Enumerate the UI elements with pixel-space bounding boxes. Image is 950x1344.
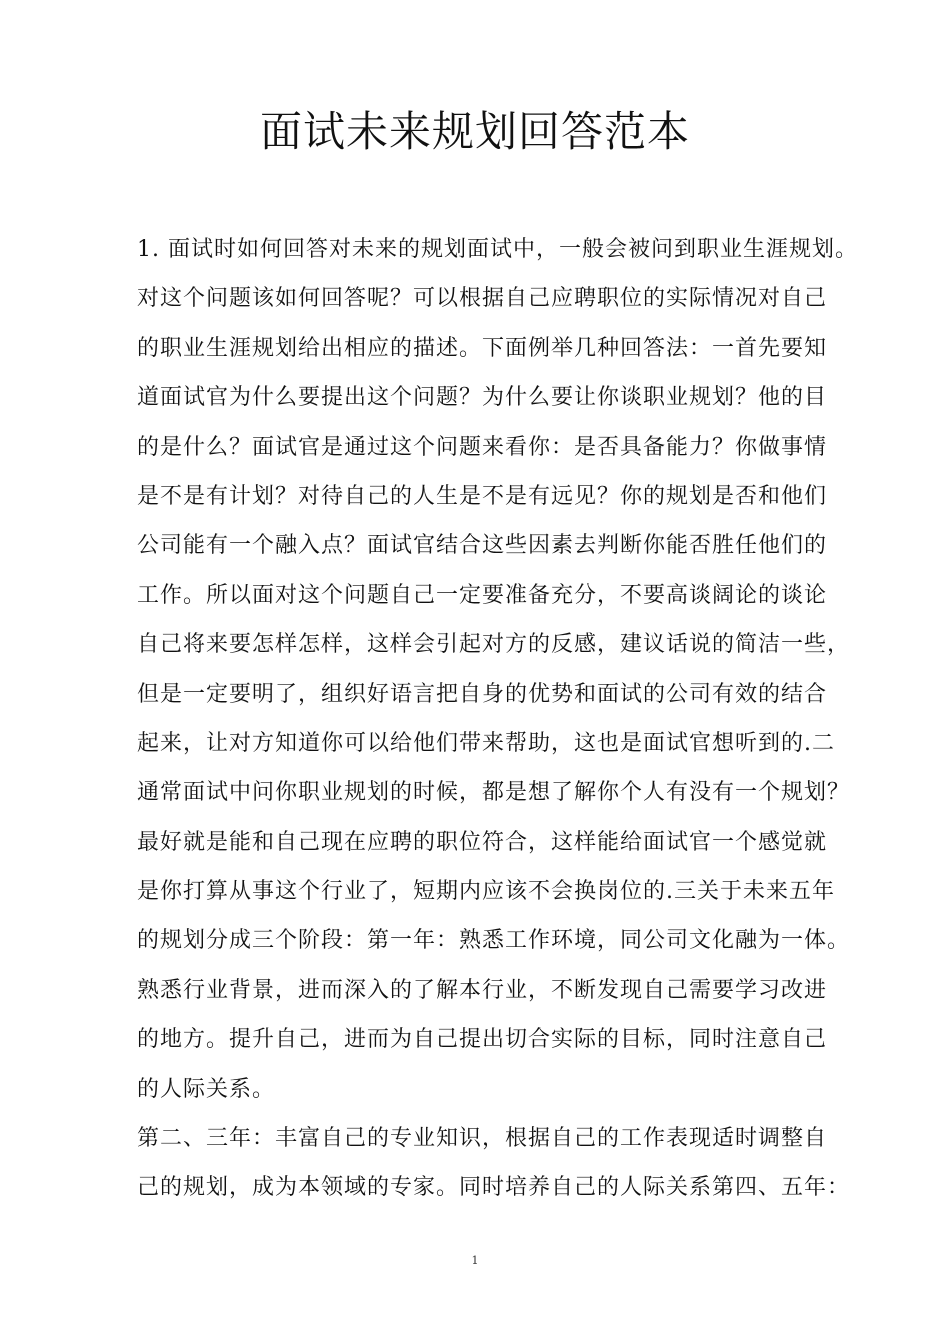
page-number: 1 [471,1254,479,1267]
body-line: 的是什么？面试官是通过这个问题来看你：是否具备能力？你做事情 [137,434,828,460]
body-line: 最好就是能和自己现在应聘的职位符合，这样能给面试官一个感觉就 [137,829,828,855]
body-line: 是不是有计划？对待自己的人生是不是有远见？你的规划是否和他们 [137,483,828,509]
body-line: 己的规划，成为本领域的专家。同时培养自己的人际关系第四、五年： [137,1175,851,1201]
body-line: 1. 面试时如何回答对未来的规划面试中，一般会被问到职业生涯规划。 [137,237,858,262]
body-line: 自己将来要怎样怎样，这样会引起对方的反感，建议话说的简洁一些， [137,632,851,658]
body-line: 的职业生涯规划给出相应的描述。下面例举几种回答法：一首先要知 [137,335,828,361]
body-line: 起来，让对方知道你可以给他们带来帮助，这也是面试官想听到的.二 [137,730,835,756]
body-line: 是你打算从事这个行业了，短期内应该不会换岗位的.三关于未来五年 [137,879,835,905]
body-line: 道面试官为什么要提出这个问题？为什么要让你谈职业规划？他的目 [137,385,828,411]
body-line: 但是一定要明了，组织好语言把自身的优势和面试的公司有效的结合 [137,681,828,707]
body-line: 通常面试中问你职业规划的时候，都是想了解你个人有没有一个规划？ [137,780,851,806]
body-line: 的地方。提升自己，进而为自己提出切合实际的目标，同时注意自己 [137,1027,828,1053]
body-line: 第二、三年：丰富自己的专业知识，根据自己的工作表现适时调整自 [137,1126,828,1152]
body-line: 的规划分成三个阶段：第一年：熟悉工作环境，同公司文化融为一体。 [137,928,851,954]
document-body [137,225,858,1213]
body-line: 公司能有一个融入点？面试官结合这些因素去判断你能否胜任他们的 [137,533,828,559]
body-line: 工作。所以面对这个问题自己一定要准备充分，不要高谈阔论的谈论 [137,582,828,608]
body-line: 熟悉行业背景，进而深入的了解本行业，不断发现自己需要学习改进 [137,977,828,1003]
body-line: 的人际关系。 [137,1076,276,1102]
document-title: 面试未来规划回答范本 [259,107,690,156]
body-line: 对这个问题该如何回答呢？可以根据自己应聘职位的实际情况对自己 [137,286,828,312]
